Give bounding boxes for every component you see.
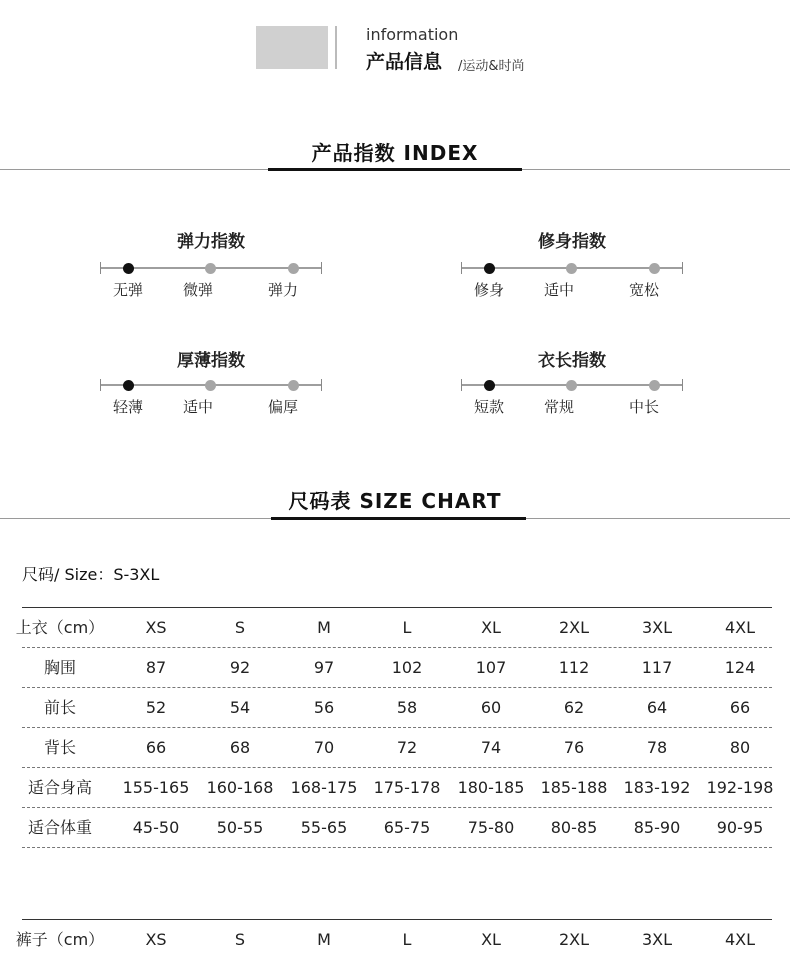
index-dot	[288, 380, 299, 391]
index-level-label: 适中	[182, 398, 213, 416]
table-cell: 76	[563, 738, 585, 757]
header-divider	[335, 26, 337, 69]
index-dot	[205, 380, 216, 391]
info-chinese-title: 产品信息	[366, 51, 443, 73]
index-dot-selected	[123, 263, 134, 274]
row-label-cell: 胸围	[43, 658, 76, 677]
table-cell: 78	[646, 738, 668, 757]
table-cell: 2XL	[558, 618, 590, 637]
index-dot	[566, 263, 577, 274]
size-range-label: 尺码/ Size：S-3XL	[22, 565, 160, 584]
table-cell: 56	[313, 698, 335, 717]
index-section-title: 产品指数 INDEX	[311, 141, 479, 165]
index-level-label: 微弹	[182, 281, 213, 299]
table-cell: 3XL	[641, 618, 673, 637]
table-cell: 4XL	[724, 930, 756, 949]
table-row	[0, 648, 790, 688]
table-cell: 74	[480, 738, 502, 757]
table-cell: S	[234, 618, 246, 637]
table-cell: 192-198	[706, 778, 774, 797]
table-cell: 52	[145, 698, 167, 717]
table-cell: 62	[563, 698, 585, 717]
table-cell: 72	[396, 738, 418, 757]
table-cell: 66	[145, 738, 167, 757]
index-level-label: 适中	[543, 281, 574, 299]
index-scale-tick	[461, 379, 462, 391]
table-cell: XL	[481, 618, 501, 637]
table-cell: 70	[313, 738, 335, 757]
index-dot	[288, 263, 299, 274]
table-cell: 97	[313, 658, 335, 677]
index-dot-selected	[484, 380, 495, 391]
table-cell: 183-192	[623, 778, 691, 797]
index-dot	[649, 263, 660, 274]
row-label-cell: 适合体重	[27, 818, 92, 837]
table-cell: 54	[229, 698, 251, 717]
table-cell: 80-85	[550, 818, 598, 837]
index-dot-selected	[123, 380, 134, 391]
table-cell: L	[402, 930, 412, 949]
index-title: 修身指数	[538, 232, 606, 252]
index-level-label: 偏厚	[267, 398, 298, 416]
index-level-label: 短款	[473, 398, 504, 416]
table-cell: 55-65	[300, 818, 348, 837]
table-cell: 60	[480, 698, 502, 717]
table-cell: 4XL	[724, 618, 756, 637]
table-cell: 65-75	[383, 818, 431, 837]
table-cell: 3XL	[641, 930, 673, 949]
index-level-label: 修身	[473, 281, 504, 299]
table-cell: 180-185	[457, 778, 525, 797]
table-cell: 87	[145, 658, 167, 677]
index-scale-tick	[461, 262, 462, 274]
table-cell: XS	[145, 930, 167, 949]
table-row	[0, 808, 790, 848]
table-row	[0, 728, 790, 768]
table-cell: 107	[475, 658, 507, 677]
table-row	[0, 688, 790, 728]
table-cell: M	[317, 930, 331, 949]
info-english-title: information	[366, 25, 459, 44]
table-cell: M	[317, 618, 331, 637]
index-scale-tick	[321, 379, 322, 391]
table-row	[0, 768, 790, 808]
table-cell: L	[402, 618, 412, 637]
table-cell: 50-55	[216, 818, 264, 837]
index-dot	[649, 380, 660, 391]
table-cell: 64	[646, 698, 668, 717]
index-scale-tick	[682, 379, 683, 391]
index-dot	[205, 263, 216, 274]
table-cell: 2XL	[558, 930, 590, 949]
table-cell: 85-90	[633, 818, 681, 837]
index-level-label: 弹力	[267, 281, 298, 299]
table-cell: 168-175	[290, 778, 358, 797]
row-divider	[22, 847, 772, 848]
index-scale-tick	[682, 262, 683, 274]
table-cell: 58	[396, 698, 418, 717]
index-title: 厚薄指数	[177, 351, 245, 371]
table-cell: 112	[558, 658, 590, 677]
index-level-label: 轻薄	[112, 398, 143, 416]
table-cell: 75-80	[467, 818, 515, 837]
table-cell: 45-50	[132, 818, 180, 837]
table-cell: 117	[641, 658, 673, 677]
row-label-cell: 适合身高	[27, 778, 92, 797]
index-dot	[566, 380, 577, 391]
index-scale-tick	[100, 379, 101, 391]
table-header-row	[0, 608, 790, 648]
table-cell: 92	[229, 658, 251, 677]
brand-logo-placeholder	[256, 26, 328, 69]
table-cell: 160-168	[206, 778, 274, 797]
table-cell: S	[234, 930, 246, 949]
table-cell: 155-165	[122, 778, 190, 797]
table-header-row	[0, 920, 790, 960]
info-subtitle: /运动&时尚	[458, 59, 525, 74]
size-section-title: 尺码表 SIZE CHART	[288, 489, 502, 513]
index-title: 弹力指数	[177, 232, 245, 252]
table-cell: 175-178	[373, 778, 441, 797]
index-level-label: 无弹	[112, 281, 143, 299]
index-scale-tick	[321, 262, 322, 274]
index-title: 衣长指数	[538, 351, 606, 371]
index-section-underline	[268, 168, 522, 171]
index-level-label: 宽松	[628, 281, 659, 299]
size-section-underline	[271, 517, 526, 520]
table-cell: 185-188	[540, 778, 608, 797]
table-cell: 102	[391, 658, 423, 677]
row-label-cell: 背长	[43, 738, 76, 757]
table-cell: XS	[145, 618, 167, 637]
index-dot-selected	[484, 263, 495, 274]
table-cell: 124	[724, 658, 756, 677]
table-cell: 90-95	[716, 818, 764, 837]
table-cell: 80	[729, 738, 751, 757]
row-label-cell: 上衣（cm）	[15, 618, 105, 637]
index-level-label: 中长	[628, 398, 659, 416]
row-label-cell: 前长	[43, 698, 76, 717]
row-label-cell: 裤子（cm）	[15, 930, 105, 949]
index-level-label: 常规	[543, 398, 574, 416]
table-cell: XL	[481, 930, 501, 949]
table-cell: 68	[229, 738, 251, 757]
table-cell: 66	[729, 698, 751, 717]
index-scale-tick	[100, 262, 101, 274]
